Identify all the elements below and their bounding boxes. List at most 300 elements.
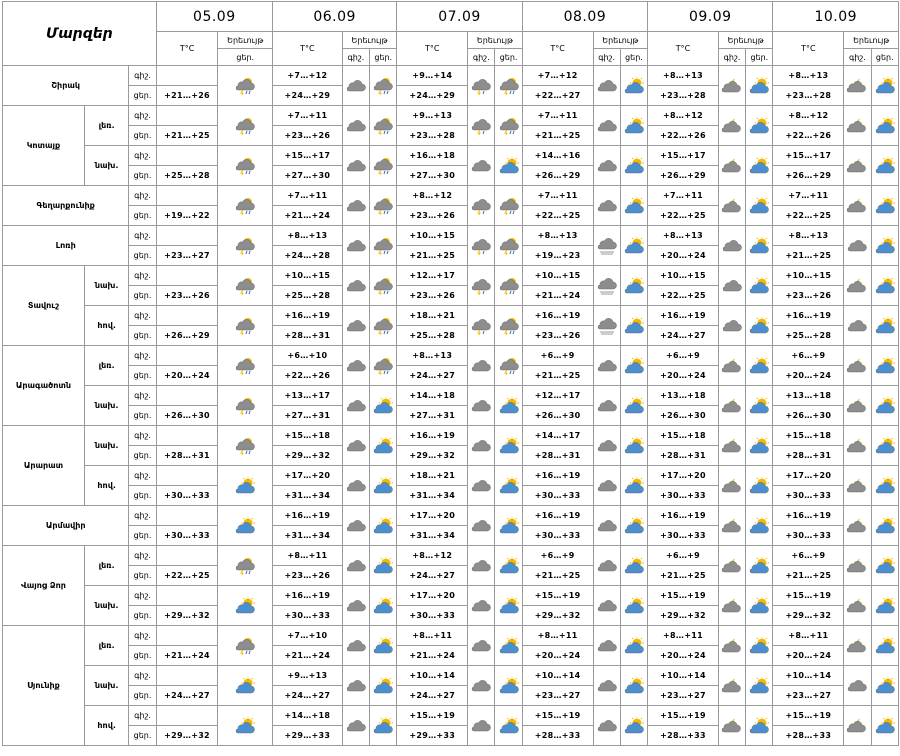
- temperature-cell: +15…+19: [773, 706, 844, 726]
- temperature-cell: +30…+33: [522, 486, 593, 506]
- cloud-icon: [468, 666, 495, 706]
- moon-cloud-icon: [718, 506, 745, 546]
- temperature-cell: +17…+20: [397, 586, 468, 606]
- sun-cloud-icon: [746, 146, 773, 186]
- sun-cloud-icon: [871, 106, 898, 146]
- moon-cloud-icon: [718, 346, 745, 386]
- day-sub-header: ցեր.: [370, 49, 397, 66]
- moon-cloud-icon: [844, 426, 871, 466]
- weather-col-header: Երեւույթ: [844, 32, 899, 49]
- temperature-cell: [156, 66, 218, 86]
- temperature-cell: +21…+25: [773, 566, 844, 586]
- temperature-cell: +13…+18: [648, 386, 719, 406]
- temp-col-header: T°C: [648, 32, 719, 66]
- time-of-day-label: գիշ.: [129, 146, 156, 166]
- weather-col-header: Երեւույթ: [342, 32, 397, 49]
- storm-cloud-icon: [468, 226, 495, 266]
- sun-cloud-icon: [871, 586, 898, 626]
- sun-cloud-icon: [871, 666, 898, 706]
- temperature-cell: +23…+26: [522, 326, 593, 346]
- sun-cloud-icon: [871, 306, 898, 346]
- temperature-cell: +22…+27: [522, 86, 593, 106]
- sun-cloud-icon: [495, 666, 522, 706]
- region-name: Գեղարքունիք: [3, 186, 129, 226]
- temperature-cell: +10…+15: [648, 266, 719, 286]
- temperature-cell: +8…+13: [648, 226, 719, 246]
- temperature-cell: [156, 626, 218, 646]
- sun-cloud-icon: [218, 466, 273, 506]
- sun-cloud-icon: [620, 186, 647, 226]
- sun-cloud-icon: [871, 426, 898, 466]
- temperature-cell: +7…+11: [522, 106, 593, 126]
- night-sub-header: գիշ.: [342, 49, 369, 66]
- time-of-day-label: գիշ.: [129, 706, 156, 726]
- temperature-cell: +30…+33: [156, 486, 218, 506]
- sun-cloud-icon: [620, 266, 647, 306]
- temperature-cell: +15…+19: [522, 586, 593, 606]
- cloud-icon: [342, 186, 369, 226]
- temperature-cell: +16…+19: [773, 306, 844, 326]
- sub-area-label: լեռ.: [84, 346, 128, 386]
- temperature-cell: [156, 226, 218, 246]
- time-of-day-label: ցեր.: [129, 406, 156, 426]
- moon-cloud-icon: [844, 586, 871, 626]
- time-of-day-label: ցեր.: [129, 246, 156, 266]
- temperature-cell: +20…+24: [773, 646, 844, 666]
- sun-cloud-icon: [871, 466, 898, 506]
- temperature-cell: +24…+29: [272, 86, 342, 106]
- time-of-day-label: գիշ.: [129, 586, 156, 606]
- table-row: [3, 66, 899, 86]
- time-of-day-label: գիշ.: [129, 386, 156, 406]
- temperature-cell: +7…+11: [272, 106, 342, 126]
- day-sub-header: ցեր.: [871, 49, 898, 66]
- time-of-day-label: գիշ.: [129, 266, 156, 286]
- sun-cloud-icon: [871, 146, 898, 186]
- temperature-cell: +24…+28: [272, 246, 342, 266]
- sun-cloud-icon: [370, 626, 397, 666]
- temperature-cell: +15…+17: [773, 146, 844, 166]
- moon-cloud-icon: [718, 586, 745, 626]
- temperature-cell: +22…+26: [773, 126, 844, 146]
- storm-sun-icon: [370, 226, 397, 266]
- moon-cloud-icon: [844, 346, 871, 386]
- moon-cloud-icon: [718, 626, 745, 666]
- temperature-cell: +26…+30: [156, 406, 218, 426]
- cloud-icon: [342, 386, 369, 426]
- temperature-cell: +10…+15: [272, 266, 342, 286]
- cloud-icon: [342, 426, 369, 466]
- weather-col-header: Երեւույթ: [718, 32, 773, 49]
- temperature-cell: +8…+11: [272, 546, 342, 566]
- sun-cloud-icon: [746, 226, 773, 266]
- moon-cloud-icon: [718, 106, 745, 146]
- storm-sun-icon: [218, 546, 273, 586]
- table-row: [3, 546, 899, 566]
- temperature-cell: +22…+25: [156, 566, 218, 586]
- time-of-day-label: գիշ.: [129, 306, 156, 326]
- sun-cloud-icon: [620, 66, 647, 106]
- temperature-cell: +23…+26: [272, 126, 342, 146]
- fog-icon: [593, 266, 620, 306]
- temperature-cell: +28…+31: [272, 326, 342, 346]
- time-of-day-label: գիշ.: [129, 226, 156, 246]
- header-row-dates: [3, 2, 899, 32]
- temperature-cell: +7…+12: [522, 66, 593, 86]
- temperature-cell: [156, 186, 218, 206]
- temperature-cell: +14…+16: [522, 146, 593, 166]
- date-header: 09.09: [648, 2, 773, 32]
- temperature-cell: +23…+28: [773, 86, 844, 106]
- temperature-cell: +29…+32: [156, 606, 218, 626]
- sun-cloud-icon: [871, 226, 898, 266]
- time-of-day-label: ցեր.: [129, 326, 156, 346]
- temperature-cell: +23…+27: [156, 246, 218, 266]
- temperature-cell: +8…+12: [397, 186, 468, 206]
- temperature-cell: +6…+9: [773, 546, 844, 566]
- cloud-icon: [593, 506, 620, 546]
- temperature-cell: [156, 546, 218, 566]
- sun-cloud-icon: [370, 586, 397, 626]
- temperature-cell: +16…+19: [522, 306, 593, 326]
- temperature-cell: [156, 426, 218, 446]
- sun-cloud-icon: [620, 626, 647, 666]
- temperature-cell: +16…+19: [773, 506, 844, 526]
- temperature-cell: +28…+33: [773, 726, 844, 746]
- temperature-cell: +8…+12: [648, 106, 719, 126]
- table-row: [3, 706, 899, 726]
- temperature-cell: +24…+27: [397, 366, 468, 386]
- sub-area-label: նախ.: [84, 426, 128, 466]
- sun-cloud-icon: [871, 186, 898, 226]
- table-row: [3, 506, 899, 526]
- sun-cloud-icon: [620, 226, 647, 266]
- temp-col-header: T°C: [397, 32, 468, 66]
- temperature-cell: +29…+32: [773, 606, 844, 626]
- cloud-icon: [593, 186, 620, 226]
- temperature-cell: +21…+24: [156, 646, 218, 666]
- table-row: [3, 386, 899, 406]
- temperature-cell: +21…+24: [272, 646, 342, 666]
- temperature-cell: +17…+20: [397, 506, 468, 526]
- sun-cloud-icon: [746, 306, 773, 346]
- region-name: Տավուշ: [3, 266, 85, 346]
- sun-cloud-icon: [746, 346, 773, 386]
- storm-cloud-icon: [468, 186, 495, 226]
- moon-cloud-icon: [844, 386, 871, 426]
- moon-cloud-icon: [844, 506, 871, 546]
- cloud-icon: [593, 426, 620, 466]
- night-sub-header: գիշ.: [593, 49, 620, 66]
- temperature-cell: +30…+33: [773, 526, 844, 546]
- storm-cloud-icon: [468, 306, 495, 346]
- temperature-cell: +30…+33: [648, 526, 719, 546]
- cloud-icon: [593, 666, 620, 706]
- table-row: [3, 146, 899, 166]
- cloud-icon: [342, 106, 369, 146]
- storm-sun-icon: [495, 346, 522, 386]
- time-of-day-label: ցեր.: [129, 366, 156, 386]
- cloud-icon: [593, 146, 620, 186]
- sun-cloud-icon: [746, 186, 773, 226]
- time-of-day-label: գիշ.: [129, 506, 156, 526]
- temperature-cell: +16…+19: [272, 306, 342, 326]
- cloud-icon: [468, 466, 495, 506]
- time-of-day-label: գիշ.: [129, 466, 156, 486]
- storm-sun-icon: [218, 186, 273, 226]
- sun-cloud-icon: [620, 586, 647, 626]
- region-name: Կոտայք: [3, 106, 85, 186]
- moon-cloud-icon: [844, 146, 871, 186]
- temperature-cell: +22…+26: [272, 366, 342, 386]
- temperature-cell: +26…+29: [156, 326, 218, 346]
- temperature-cell: +17…+20: [773, 466, 844, 486]
- temperature-cell: +15…+19: [648, 586, 719, 606]
- temperature-cell: +26…+30: [773, 406, 844, 426]
- temperature-cell: +23…+27: [773, 686, 844, 706]
- cloud-icon: [593, 466, 620, 506]
- sun-cloud-icon: [871, 346, 898, 386]
- night-sub-header: գիշ.: [468, 49, 495, 66]
- sun-cloud-icon: [620, 106, 647, 146]
- temperature-cell: +29…+32: [522, 606, 593, 626]
- temperature-cell: +20…+24: [522, 646, 593, 666]
- sun-cloud-icon: [370, 466, 397, 506]
- sun-cloud-icon: [495, 466, 522, 506]
- sun-cloud-icon: [620, 346, 647, 386]
- cloud-icon: [342, 706, 369, 746]
- temperature-cell: +15…+18: [272, 426, 342, 446]
- temperature-cell: +8…+13: [648, 66, 719, 86]
- cloud-icon: [844, 666, 871, 706]
- cloud-icon: [342, 666, 369, 706]
- temperature-cell: +23…+26: [397, 206, 468, 226]
- temperature-cell: +9…+14: [397, 66, 468, 86]
- cloud-icon: [593, 706, 620, 746]
- region-name: Արմավիր: [3, 506, 129, 546]
- temperature-cell: [156, 386, 218, 406]
- cloud-icon: [468, 506, 495, 546]
- cloud-icon: [342, 586, 369, 626]
- temperature-cell: +17…+20: [272, 466, 342, 486]
- time-of-day-label: ցեր.: [129, 86, 156, 106]
- temperature-cell: +8…+13: [522, 226, 593, 246]
- region-name: Արարատ: [3, 426, 85, 506]
- temperature-cell: +8…+11: [522, 626, 593, 646]
- temperature-cell: +31…+34: [397, 486, 468, 506]
- night-sub-header: գիշ.: [844, 49, 871, 66]
- temperature-cell: +28…+33: [522, 726, 593, 746]
- temperature-cell: +19…+22: [156, 206, 218, 226]
- cloud-icon: [844, 226, 871, 266]
- sun-cloud-icon: [495, 706, 522, 746]
- cloud-icon: [342, 146, 369, 186]
- cloud-icon: [342, 66, 369, 106]
- temperature-cell: +25…+28: [272, 286, 342, 306]
- temperature-cell: +27…+31: [272, 406, 342, 426]
- time-of-day-label: գիշ.: [129, 106, 156, 126]
- temperature-cell: +8…+12: [773, 106, 844, 126]
- temperature-cell: +13…+18: [773, 386, 844, 406]
- temperature-cell: +24…+27: [156, 686, 218, 706]
- sun-cloud-icon: [620, 706, 647, 746]
- moon-cloud-icon: [718, 426, 745, 466]
- temperature-cell: +6…+10: [272, 346, 342, 366]
- cloud-icon: [468, 706, 495, 746]
- temperature-cell: +10…+15: [773, 266, 844, 286]
- storm-sun-icon: [495, 66, 522, 106]
- temperature-cell: +24…+27: [648, 326, 719, 346]
- temperature-cell: +25…+28: [397, 326, 468, 346]
- cloud-icon: [593, 586, 620, 626]
- temp-col-header: T°C: [272, 32, 342, 66]
- table-row: [3, 186, 899, 206]
- sub-area-label: լեռ.: [84, 626, 128, 666]
- temperature-cell: +30…+33: [397, 606, 468, 626]
- temperature-cell: +10…+14: [648, 666, 719, 686]
- day-sub-header: ցեր.: [746, 49, 773, 66]
- cloud-icon: [468, 146, 495, 186]
- sun-cloud-icon: [746, 626, 773, 666]
- temperature-cell: +7…+11: [648, 186, 719, 206]
- sub-area-label: նախ.: [84, 386, 128, 426]
- temperature-cell: +26…+30: [648, 406, 719, 426]
- day-sub-header: ցեր.: [620, 49, 647, 66]
- sun-cloud-icon: [370, 426, 397, 466]
- sun-cloud-icon: [495, 386, 522, 426]
- temperature-cell: +8…+13: [397, 346, 468, 366]
- storm-sun-icon: [218, 426, 273, 466]
- cloud-icon: [593, 626, 620, 666]
- time-of-day-label: գիշ.: [129, 186, 156, 206]
- sun-cloud-icon: [495, 506, 522, 546]
- temperature-cell: +24…+29: [397, 86, 468, 106]
- temp-col-header: T°C: [773, 32, 844, 66]
- moon-cloud-icon: [718, 546, 745, 586]
- moon-cloud-icon: [718, 146, 745, 186]
- fog-icon: [593, 306, 620, 346]
- storm-sun-icon: [218, 626, 273, 666]
- temperature-cell: +16…+19: [272, 506, 342, 526]
- storm-sun-icon: [370, 266, 397, 306]
- day-sub-header: ցեր.: [218, 49, 273, 66]
- moon-cloud-icon: [718, 666, 745, 706]
- date-header: 06.09: [272, 2, 396, 32]
- temperature-cell: +6…+9: [522, 546, 593, 566]
- temperature-cell: +23…+26: [156, 286, 218, 306]
- temperature-cell: +29…+32: [272, 446, 342, 466]
- temperature-cell: +14…+18: [272, 706, 342, 726]
- cloud-icon: [342, 626, 369, 666]
- temperature-cell: +20…+24: [648, 366, 719, 386]
- cloud-icon: [468, 626, 495, 666]
- cloud-icon: [468, 546, 495, 586]
- temperature-cell: +28…+31: [156, 446, 218, 466]
- temperature-cell: [156, 466, 218, 486]
- cloud-icon: [593, 346, 620, 386]
- cloud-icon: [593, 546, 620, 586]
- sub-area-label: նախ.: [84, 586, 128, 626]
- time-of-day-label: ցեր.: [129, 446, 156, 466]
- sun-cloud-icon: [620, 506, 647, 546]
- cloud-icon: [468, 346, 495, 386]
- storm-sun-icon: [218, 146, 273, 186]
- table-row: [3, 266, 899, 286]
- temperature-cell: +25…+28: [156, 166, 218, 186]
- temperature-cell: +12…+17: [397, 266, 468, 286]
- temperature-cell: +31…+34: [397, 526, 468, 546]
- temperature-cell: +16…+19: [648, 306, 719, 326]
- time-of-day-label: ցեր.: [129, 686, 156, 706]
- temperature-cell: +29…+33: [272, 726, 342, 746]
- storm-sun-icon: [218, 66, 273, 106]
- moon-cloud-icon: [844, 466, 871, 506]
- storm-cloud-icon: [468, 266, 495, 306]
- storm-sun-icon: [495, 186, 522, 226]
- storm-sun-icon: [495, 266, 522, 306]
- cloud-icon: [468, 386, 495, 426]
- region-name: Շիրակ: [3, 66, 129, 106]
- temperature-cell: +15…+19: [397, 706, 468, 726]
- weather-col-header: Երեւույթ: [468, 32, 523, 49]
- temperature-cell: +20…+24: [648, 246, 719, 266]
- cloud-icon: [342, 546, 369, 586]
- temperature-cell: +21…+24: [522, 286, 593, 306]
- temperature-cell: +8…+13: [773, 226, 844, 246]
- time-of-day-label: ցեր.: [129, 206, 156, 226]
- sun-cloud-icon: [370, 706, 397, 746]
- moon-cloud-icon: [844, 626, 871, 666]
- storm-sun-icon: [370, 186, 397, 226]
- temperature-cell: +10…+15: [522, 266, 593, 286]
- sub-area-label: նախ.: [84, 266, 128, 306]
- cloud-icon: [593, 386, 620, 426]
- storm-cloud-icon: [468, 66, 495, 106]
- cloud-icon: [342, 306, 369, 346]
- cloud-icon: [718, 306, 745, 346]
- sun-cloud-icon: [746, 426, 773, 466]
- storm-sun-icon: [218, 306, 273, 346]
- temperature-cell: +28…+33: [648, 726, 719, 746]
- date-header: 05.09: [156, 2, 272, 32]
- temperature-cell: +29…+32: [397, 446, 468, 466]
- temperature-cell: [156, 586, 218, 606]
- night-sub-header: գիշ.: [718, 49, 745, 66]
- regions-header: Մարզեր: [3, 2, 157, 66]
- table-header: [3, 2, 899, 66]
- sun-cloud-icon: [620, 546, 647, 586]
- temperature-cell: +10…+15: [397, 226, 468, 246]
- table-row: [3, 226, 899, 246]
- temperature-cell: [156, 306, 218, 326]
- temperature-cell: +14…+17: [522, 426, 593, 446]
- storm-sun-icon: [218, 106, 273, 146]
- temperature-cell: +29…+32: [156, 726, 218, 746]
- temperature-cell: +16…+19: [272, 586, 342, 606]
- moon-cloud-icon: [718, 66, 745, 106]
- temperature-cell: +20…+24: [648, 646, 719, 666]
- temperature-cell: +17…+20: [648, 466, 719, 486]
- sun-cloud-icon: [370, 386, 397, 426]
- cloud-icon: [718, 226, 745, 266]
- sun-cloud-icon: [218, 706, 273, 746]
- temperature-cell: +30…+33: [648, 486, 719, 506]
- sun-cloud-icon: [746, 106, 773, 146]
- sun-cloud-icon: [871, 706, 898, 746]
- temperature-cell: +26…+30: [522, 406, 593, 426]
- cloud-icon: [342, 466, 369, 506]
- sun-cloud-icon: [871, 66, 898, 106]
